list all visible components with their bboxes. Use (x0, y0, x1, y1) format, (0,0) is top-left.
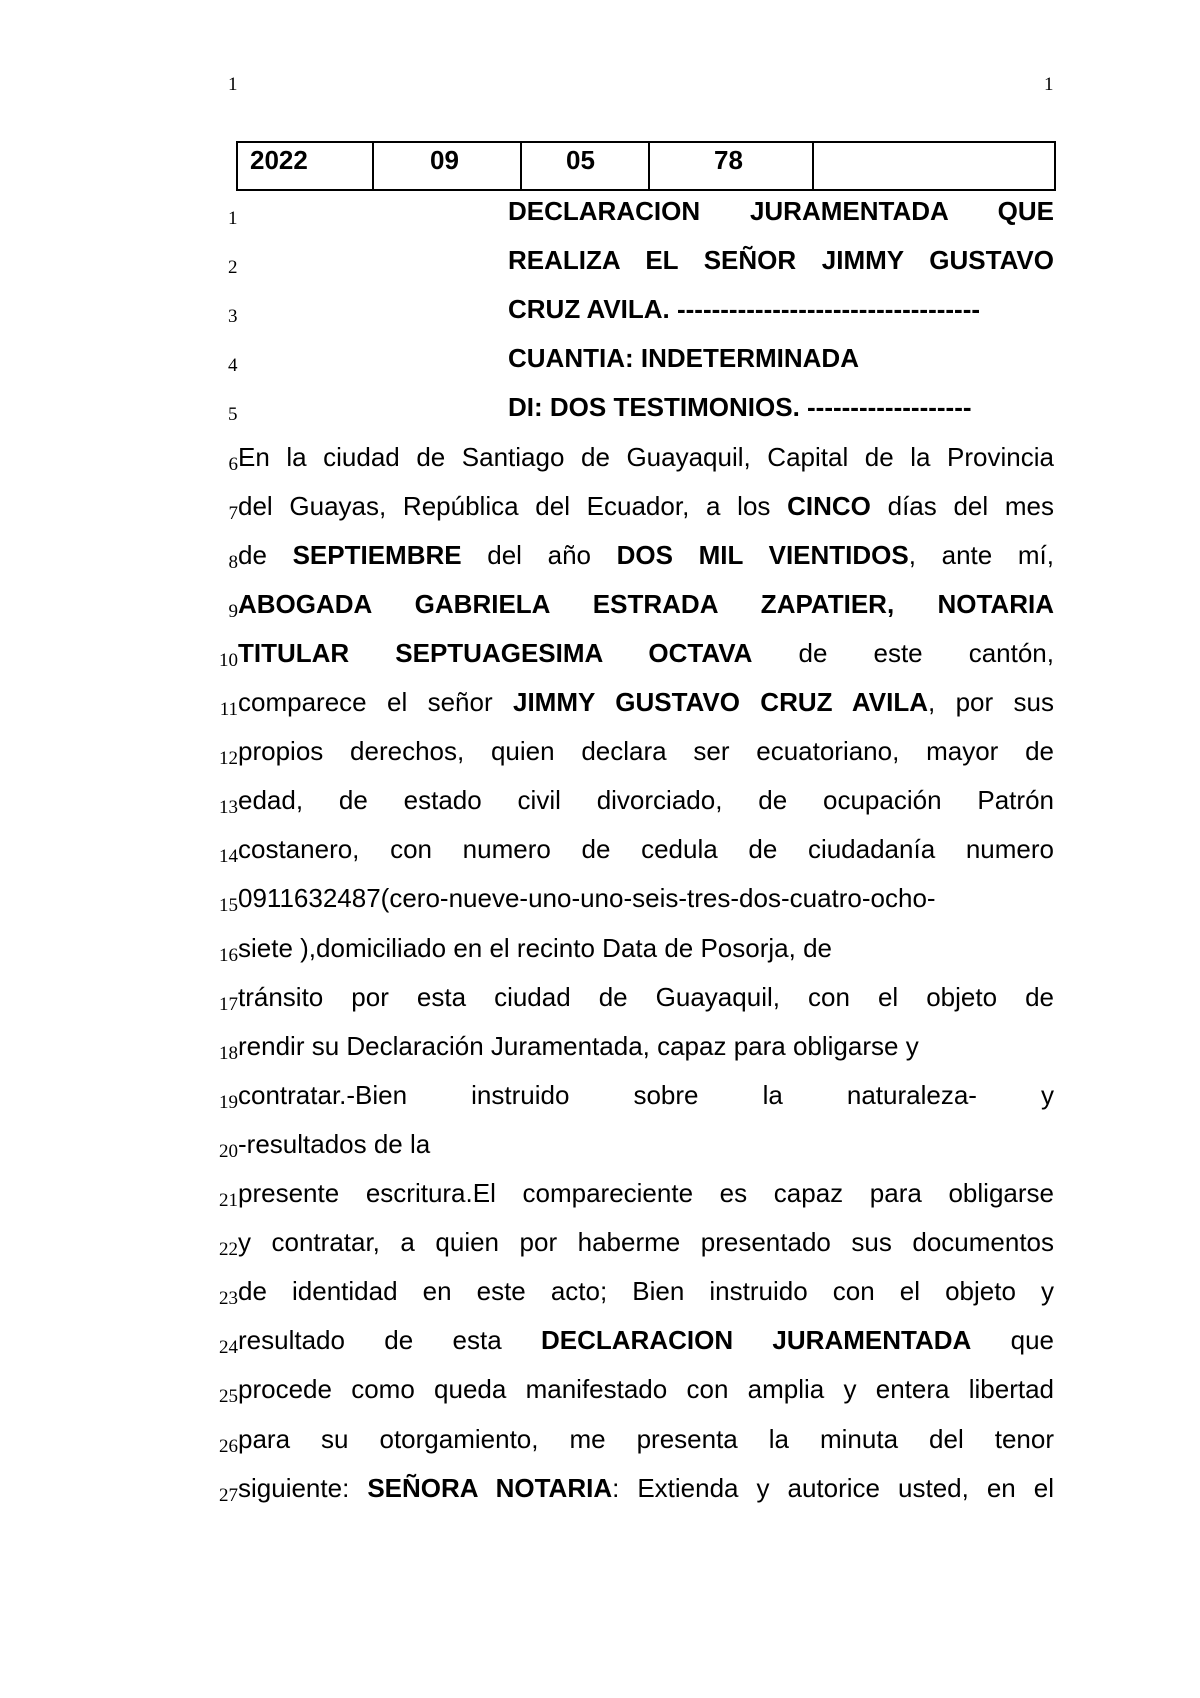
heading-line-text: CRUZ AVILA. ----------------------------------- (508, 294, 981, 325)
heading-line-text: DI: DOS TESTIMONIOS. ------------------- (508, 392, 972, 423)
body-line (0, 883, 1200, 923)
body-line (0, 834, 1200, 874)
text-segment: -resultados de la (238, 1128, 431, 1159)
body-line (0, 638, 1200, 678)
line-number: 19 (219, 1091, 238, 1113)
bold-text-segment: CINCO (787, 490, 871, 521)
line-number: 12 (219, 748, 238, 770)
line-number: 3 (228, 306, 238, 328)
text-segment: resultado de esta (238, 1325, 541, 1356)
body-line-text (238, 883, 1054, 914)
heading-line (0, 392, 1200, 432)
text-segment: y contratar, a quien por haberme presentado sus documentos (238, 1227, 1054, 1258)
body-line-text (238, 1080, 1054, 1111)
body-line (0, 1276, 1200, 1316)
body-line-text (238, 687, 1054, 718)
body-line-text (238, 442, 1054, 473)
line-number: 11 (219, 699, 238, 720)
body-line (0, 982, 1200, 1022)
protocol-header-row (237, 142, 1055, 190)
heading-line (0, 294, 1200, 334)
line-number: 27 (219, 1484, 238, 1506)
line-number: 23 (219, 1288, 238, 1310)
line-number: 8 (228, 551, 238, 573)
line-number: 21 (219, 1190, 238, 1211)
text-segment: costanero, con numero de cedula de ciudadanía numero (238, 834, 1054, 865)
line-number: 4 (228, 355, 238, 377)
line-number: 9 (228, 600, 238, 622)
heading-line (0, 343, 1200, 383)
protocol-year-cell: 2022 (237, 142, 373, 190)
body-line-text (238, 982, 1054, 1013)
body-line-text (238, 1424, 1054, 1455)
body-line (0, 1129, 1200, 1169)
body-line-text (238, 1276, 1054, 1307)
page-corner-number-left: 1 (228, 74, 238, 95)
text-segment: comparece el señor (238, 687, 513, 717)
body-line-text (238, 1129, 1054, 1160)
text-segment: 0911632487(cero-nueve-uno-uno-seis-tres-dos-cuatro-ocho- (238, 883, 936, 914)
text-segment: del año (461, 539, 617, 570)
body-line (0, 540, 1200, 580)
protocol-empty-cell (813, 142, 1055, 190)
protocol-number-cell: 78 (649, 142, 813, 190)
line-number: 6 (228, 453, 238, 475)
text-segment: contratar.-Bien instruido sobre la naturaleza- y (238, 1079, 1054, 1110)
bold-text-segment: DOS MIL VIENTIDOS (616, 539, 909, 570)
body-line-text (238, 1031, 1054, 1062)
line-number: 10 (219, 649, 238, 671)
heading-line (0, 245, 1200, 285)
body-line-text (238, 1325, 1054, 1356)
text-segment: que (971, 1325, 1054, 1356)
body-line-text (238, 540, 1054, 571)
body-line (0, 1325, 1200, 1365)
protocol-day-cell: 05 (521, 142, 649, 190)
body-line (0, 933, 1200, 973)
body-line-text (238, 491, 1054, 522)
text-segment: : Extienda y autorice usted, en el (612, 1472, 1054, 1503)
body-line (0, 1227, 1200, 1267)
body-line-text (238, 933, 1054, 964)
line-number: 13 (219, 797, 238, 819)
bold-text-segment: JIMMY GUSTAVO CRUZ AVILA (513, 687, 928, 717)
text-segment: procede como queda manifestado con amplia y entera libertad (238, 1374, 1054, 1405)
line-number: 22 (219, 1239, 238, 1261)
body-line (0, 589, 1200, 629)
body-line (0, 785, 1200, 825)
text-segment: para su otorgamiento, me presenta la minuta del tenor (238, 1423, 1054, 1454)
line-number: 20 (219, 1140, 238, 1162)
line-number: 7 (228, 502, 238, 524)
heading-line-text: REALIZA EL SEÑOR JIMMY GUSTAVO (508, 245, 1054, 276)
bold-text-segment: TITULAR SEPTUAGESIMA OCTAVA (238, 637, 753, 668)
line-number: 1 (228, 208, 238, 229)
bold-text-segment: SEPTIEMBRE (292, 539, 462, 570)
body-line-text (238, 1374, 1054, 1405)
protocol-header-table (236, 141, 1056, 191)
text-segment: , por sus (928, 687, 1054, 717)
line-number: 26 (219, 1435, 238, 1457)
page-corner-number-right: 1 (1044, 74, 1054, 95)
bold-text-segment: SEÑORA NOTARIA (367, 1472, 613, 1503)
body-line (0, 736, 1200, 776)
text-segment: presente escritura.El compareciente es capaz para obligarse (238, 1178, 1054, 1208)
line-number: 25 (219, 1386, 238, 1408)
text-segment: siete ),domiciliado en el recinto Data de Posorja, de (238, 932, 832, 963)
line-number: 17 (219, 993, 238, 1015)
body-line-text (238, 1227, 1054, 1258)
text-segment: del Guayas, República del Ecuador, a los (238, 490, 788, 521)
text-segment: de este cantón, (752, 637, 1054, 668)
text-segment: propios derechos, quien declara ser ecuatoriano, mayor de (238, 736, 1054, 767)
body-line (0, 491, 1200, 531)
text-segment: En la ciudad de Santiago de Guayaquil, Capital de la Provincia (238, 441, 1054, 472)
line-number: 18 (219, 1042, 238, 1064)
text-segment: de identidad en este acto; Bien instruido con el objeto y (238, 1276, 1054, 1307)
heading-line (0, 196, 1200, 236)
protocol-month-cell: 09 (373, 142, 521, 190)
text-segment: siguiente: (238, 1472, 368, 1503)
body-line-text (238, 638, 1054, 669)
text-segment: , ante mí, (908, 539, 1054, 570)
body-line (0, 1374, 1200, 1414)
heading-line-text: CUANTIA: INDETERMINADA (508, 343, 859, 374)
bold-text-segment: ABOGADA GABRIELA ESTRADA ZAPATIER, NOTARIA (238, 588, 1054, 619)
text-segment: edad, de estado civil divorciado, de ocupación Patrón (238, 785, 1054, 816)
body-line (0, 442, 1200, 482)
text-segment: de (238, 539, 293, 570)
text-segment: tránsito por esta ciudad de Guayaquil, con el objeto de (238, 981, 1054, 1012)
body-line (0, 1178, 1200, 1218)
line-number: 2 (228, 257, 238, 279)
text-segment: rendir su Declaración Juramentada, capaz para obligarse y (238, 1030, 919, 1061)
body-line-text (238, 785, 1054, 816)
body-line-text (238, 589, 1054, 620)
line-number: 5 (228, 404, 238, 426)
line-number: 15 (219, 895, 238, 917)
body-line-text (238, 736, 1054, 767)
body-line (0, 1424, 1200, 1464)
line-number: 16 (219, 944, 238, 966)
body-line-text (238, 1473, 1054, 1504)
line-number: 14 (219, 846, 238, 868)
body-line-text (238, 834, 1054, 865)
body-line-text (238, 1178, 1054, 1209)
body-line (0, 1473, 1200, 1513)
heading-line-text: DECLARACION JURAMENTADA QUE (508, 196, 1054, 226)
text-segment: días del mes (870, 490, 1054, 521)
bold-text-segment: DECLARACION JURAMENTADA (541, 1325, 972, 1356)
line-number: 24 (219, 1337, 238, 1359)
body-line (0, 1080, 1200, 1120)
body-line (0, 1031, 1200, 1071)
body-line (0, 687, 1200, 727)
